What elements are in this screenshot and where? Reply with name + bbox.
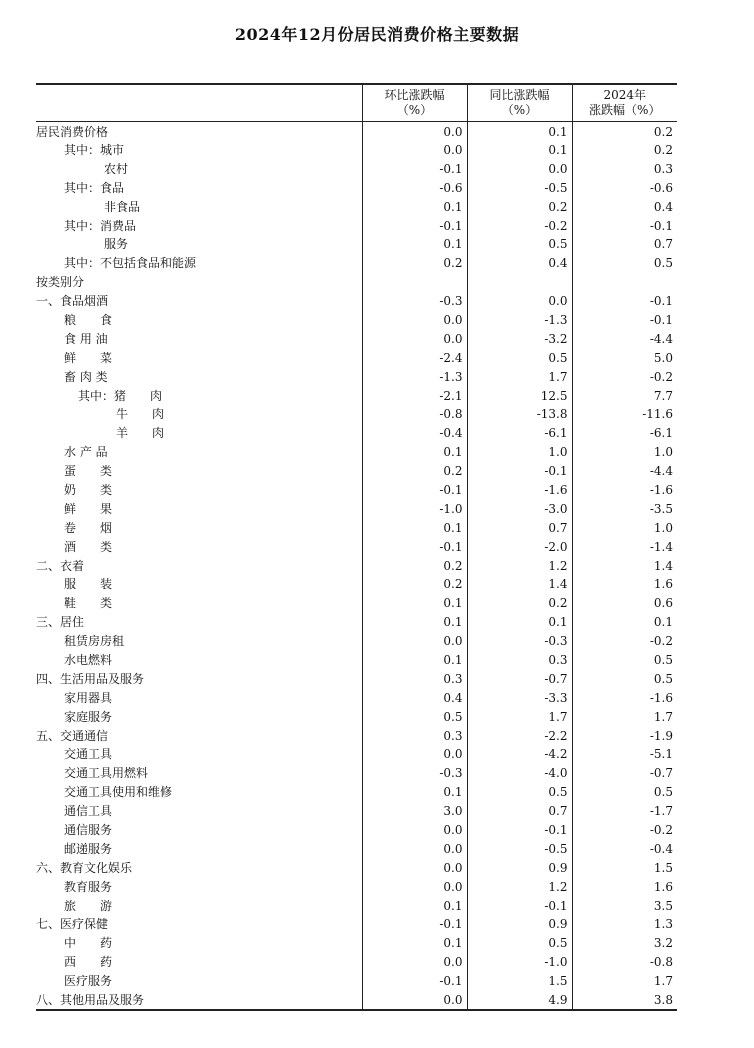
row-annual-value: 1.0 — [572, 443, 677, 462]
row-mom-value: 0.0 — [362, 821, 467, 840]
row-label-cell — [36, 386, 362, 405]
row-yoy-value: 1.0 — [467, 443, 572, 462]
table-row — [36, 216, 677, 235]
row-label: 其中：食品 — [64, 180, 125, 195]
row-mom-value: -0.1 — [362, 216, 467, 235]
row-label: 六、教育文化娱乐 — [36, 860, 133, 875]
row-yoy-value: 0.3 — [467, 651, 572, 670]
row-label: 其中：不包括食品和能源 — [64, 256, 197, 271]
row-yoy-value: 1.4 — [467, 575, 572, 594]
table-body — [36, 121, 677, 1010]
row-label-cell — [36, 178, 362, 197]
row-yoy-value: -1.6 — [467, 481, 572, 500]
row-label-cell — [36, 915, 362, 934]
row-mom-value: 0.0 — [362, 839, 467, 858]
row-yoy-value: -0.2 — [467, 216, 572, 235]
row-label-cell — [36, 556, 362, 575]
row-yoy-value: 4.9 — [467, 991, 572, 1010]
row-mom-value: 0.5 — [362, 707, 467, 726]
row-mom-value: -0.3 — [362, 292, 467, 311]
row-yoy-value: 12.5 — [467, 386, 572, 405]
row-yoy-value: 0.0 — [467, 292, 572, 311]
row-mom-value: 0.0 — [362, 121, 467, 141]
row-yoy-value: 1.2 — [467, 556, 572, 575]
row-annual-value: 3.2 — [572, 934, 677, 953]
row-mom-value: 0.1 — [362, 613, 467, 632]
row-label-cell — [36, 537, 362, 556]
row-label: 交通工具用燃料 — [64, 766, 149, 781]
row-label-cell — [36, 197, 362, 216]
row-yoy-value: 0.5 — [467, 934, 572, 953]
row-label-cell — [36, 632, 362, 651]
row-label-cell — [36, 235, 362, 254]
row-label: 其中：城市 — [64, 142, 125, 157]
row-yoy-value: -1.0 — [467, 953, 572, 972]
row-label-cell — [36, 518, 362, 537]
row-annual-value: 0.2 — [572, 141, 677, 160]
row-yoy-value: 0.9 — [467, 915, 572, 934]
row-label-cell — [36, 216, 362, 235]
row-label: 服 装 — [64, 577, 113, 592]
row-yoy-value: 0.1 — [467, 121, 572, 141]
header-mom — [362, 84, 467, 121]
table-row — [36, 783, 677, 802]
row-mom-value: -1.0 — [362, 499, 467, 518]
row-mom-value: -0.8 — [362, 405, 467, 424]
row-annual-value: 0.1 — [572, 613, 677, 632]
row-yoy-value: 1.7 — [467, 707, 572, 726]
row-annual-value: 0.2 — [572, 121, 677, 141]
row-label-cell — [36, 292, 362, 311]
row-yoy-value: 0.5 — [467, 783, 572, 802]
row-mom-value: 0.2 — [362, 556, 467, 575]
row-annual-value: 0.5 — [572, 651, 677, 670]
table-row — [36, 518, 677, 537]
row-label: 鲜 菜 — [64, 350, 113, 365]
row-label: 三、居住 — [36, 615, 85, 630]
row-label-cell — [36, 877, 362, 896]
row-label-cell — [36, 745, 362, 764]
row-yoy-value: -4.2 — [467, 745, 572, 764]
table-row — [36, 499, 677, 518]
row-mom-value: 0.1 — [362, 651, 467, 670]
row-annual-value: -5.1 — [572, 745, 677, 764]
row-mom-value: 0.0 — [362, 311, 467, 330]
row-label: 粮 食 — [64, 312, 113, 327]
row-yoy-value: -13.8 — [467, 405, 572, 424]
row-label-cell — [36, 329, 362, 348]
row-annual-value: -0.8 — [572, 953, 677, 972]
table-row — [36, 877, 677, 896]
row-annual-value: 1.7 — [572, 707, 677, 726]
row-label-cell — [36, 594, 362, 613]
row-label: 鞋 类 — [64, 596, 113, 611]
row-label: 租赁房房租 — [64, 634, 125, 649]
header-annual-line2: 涨跌幅（%） — [589, 103, 661, 118]
table-row — [36, 443, 677, 462]
table-row — [36, 839, 677, 858]
row-label: 居民消费价格 — [36, 124, 109, 139]
row-mom-value: 0.0 — [362, 745, 467, 764]
table-row — [36, 896, 677, 915]
table-row — [36, 197, 677, 216]
row-label-cell — [36, 141, 362, 160]
row-mom-value: 0.1 — [362, 443, 467, 462]
row-yoy-value: -3.0 — [467, 499, 572, 518]
row-label: 水 产 品 — [64, 445, 108, 460]
row-label-cell — [36, 311, 362, 330]
row-label: 农村 — [104, 161, 129, 176]
cpi-data-table — [36, 83, 677, 1011]
row-label-cell — [36, 726, 362, 745]
row-yoy-value: 0.9 — [467, 858, 572, 877]
row-annual-value: 3.8 — [572, 991, 677, 1010]
row-annual-value: 1.4 — [572, 556, 677, 575]
row-yoy-value: -1.3 — [467, 311, 572, 330]
row-annual-value: -1.7 — [572, 802, 677, 821]
row-label: 交通工具 — [64, 747, 113, 762]
row-label-cell — [36, 953, 362, 972]
row-yoy-value: 0.4 — [467, 254, 572, 273]
table-header-row — [36, 84, 677, 121]
row-annual-value: 1.0 — [572, 518, 677, 537]
header-yoy-line1: 同比涨跌幅 — [489, 88, 550, 103]
row-yoy-value: -3.3 — [467, 688, 572, 707]
row-label-cell — [36, 896, 362, 915]
row-yoy-value: 1.5 — [467, 972, 572, 991]
row-label: 七、医疗保健 — [36, 917, 109, 932]
table-row — [36, 613, 677, 632]
row-label: 邮递服务 — [64, 841, 113, 856]
header-annual-line1: 2024年 — [603, 88, 647, 103]
row-annual-value: -0.1 — [572, 216, 677, 235]
row-label: 水电燃料 — [64, 652, 113, 667]
row-annual-value: -0.1 — [572, 311, 677, 330]
row-label-cell — [36, 499, 362, 518]
row-label: 医疗服务 — [64, 974, 113, 989]
row-label-cell — [36, 367, 362, 386]
row-mom-value: 0.0 — [362, 858, 467, 877]
table-row — [36, 972, 677, 991]
header-mom-line2: （%） — [396, 103, 433, 118]
header-mom-line1: 环比涨跌幅 — [384, 88, 445, 103]
row-yoy-value: -0.1 — [467, 896, 572, 915]
row-label: 鲜 果 — [64, 501, 113, 516]
row-mom-value: -1.3 — [362, 367, 467, 386]
row-label-cell — [36, 348, 362, 367]
row-yoy-value — [467, 273, 572, 292]
row-annual-value: 5.0 — [572, 348, 677, 367]
row-label-cell — [36, 934, 362, 953]
row-yoy-value: 0.2 — [467, 197, 572, 216]
row-label: 教育服务 — [64, 879, 113, 894]
row-label: 蛋 类 — [64, 464, 113, 479]
row-label-cell — [36, 613, 362, 632]
row-annual-value: 1.3 — [572, 915, 677, 934]
page-title: 2024年12月份居民消费价格主要数据 — [234, 25, 520, 44]
table-row — [36, 121, 677, 141]
row-annual-value: -3.5 — [572, 499, 677, 518]
row-yoy-value: 0.7 — [467, 802, 572, 821]
row-mom-value: -0.4 — [362, 424, 467, 443]
row-yoy-value: 0.1 — [467, 141, 572, 160]
row-yoy-value: 0.5 — [467, 348, 572, 367]
row-mom-value: -0.3 — [362, 764, 467, 783]
row-annual-value: 7.7 — [572, 386, 677, 405]
table-row — [36, 802, 677, 821]
row-label: 八、其他用品及服务 — [36, 992, 145, 1007]
row-yoy-value: 0.7 — [467, 518, 572, 537]
row-mom-value: 0.1 — [362, 934, 467, 953]
row-label: 四、生活用品及服务 — [36, 671, 145, 686]
row-yoy-value: -3.2 — [467, 329, 572, 348]
row-label-cell — [36, 802, 362, 821]
table-row — [36, 707, 677, 726]
row-label: 一、食品烟酒 — [36, 294, 109, 309]
row-annual-value: 1.6 — [572, 877, 677, 896]
row-mom-value: 0.1 — [362, 235, 467, 254]
row-mom-value: 0.0 — [362, 329, 467, 348]
table-row — [36, 235, 677, 254]
table-row — [36, 821, 677, 840]
row-yoy-value: 1.2 — [467, 877, 572, 896]
row-label: 羊 肉 — [116, 426, 165, 441]
table-row — [36, 726, 677, 745]
row-mom-value: 0.1 — [362, 896, 467, 915]
row-yoy-value: -0.7 — [467, 669, 572, 688]
row-mom-value: 3.0 — [362, 802, 467, 821]
table-row — [36, 348, 677, 367]
row-mom-value: 0.1 — [362, 518, 467, 537]
row-annual-value: 0.5 — [572, 669, 677, 688]
row-label-cell — [36, 121, 362, 141]
row-annual-value: -1.4 — [572, 537, 677, 556]
table-row — [36, 632, 677, 651]
row-annual-value: 1.7 — [572, 972, 677, 991]
row-mom-value: -2.4 — [362, 348, 467, 367]
row-label: 非食品 — [104, 199, 141, 214]
row-yoy-value: 0.1 — [467, 613, 572, 632]
row-annual-value: 1.6 — [572, 575, 677, 594]
table-row — [36, 651, 677, 670]
row-label: 五、交通通信 — [36, 728, 109, 743]
row-yoy-value: 0.2 — [467, 594, 572, 613]
row-mom-value — [362, 273, 467, 292]
table-row — [36, 934, 677, 953]
row-label-cell — [36, 839, 362, 858]
row-label: 畜 肉 类 — [64, 369, 108, 384]
row-annual-value: 0.3 — [572, 159, 677, 178]
row-annual-value: -1.9 — [572, 726, 677, 745]
row-label-cell — [36, 688, 362, 707]
row-label: 西 药 — [64, 955, 113, 970]
row-label-cell — [36, 764, 362, 783]
row-yoy-value: -0.5 — [467, 839, 572, 858]
table-row — [36, 254, 677, 273]
row-annual-value: 0.6 — [572, 594, 677, 613]
row-label: 家用器具 — [64, 690, 113, 705]
row-yoy-value: -0.5 — [467, 178, 572, 197]
table-row — [36, 159, 677, 178]
row-mom-value: -0.6 — [362, 178, 467, 197]
row-annual-value: -4.4 — [572, 462, 677, 481]
row-label: 二、衣着 — [36, 558, 85, 573]
table-row — [36, 329, 677, 348]
row-yoy-value: -2.0 — [467, 537, 572, 556]
row-label: 家庭服务 — [64, 709, 113, 724]
row-annual-value: -0.2 — [572, 821, 677, 840]
row-mom-value: -0.1 — [362, 481, 467, 500]
row-annual-value: 0.5 — [572, 783, 677, 802]
table-row — [36, 575, 677, 594]
row-annual-value: -0.6 — [572, 178, 677, 197]
row-label: 其中：猪 肉 — [78, 388, 163, 403]
header-yoy-line2: （%） — [501, 103, 538, 118]
table-row — [36, 669, 677, 688]
table-row — [36, 481, 677, 500]
row-yoy-value: -6.1 — [467, 424, 572, 443]
table-row — [36, 141, 677, 160]
row-label-cell — [36, 669, 362, 688]
row-label: 食 用 油 — [64, 331, 108, 346]
table-row — [36, 292, 677, 311]
row-annual-value: -1.6 — [572, 688, 677, 707]
table-row — [36, 424, 677, 443]
row-label-cell — [36, 991, 362, 1010]
row-label-cell — [36, 254, 362, 273]
row-mom-value: 0.1 — [362, 594, 467, 613]
row-annual-value: -0.4 — [572, 839, 677, 858]
row-mom-value: 0.0 — [362, 877, 467, 896]
table-row — [36, 745, 677, 764]
row-mom-value: -0.1 — [362, 159, 467, 178]
header-label-cell — [36, 84, 362, 121]
row-label: 旅 游 — [64, 898, 113, 913]
row-label: 酒 类 — [64, 539, 113, 554]
row-label-cell — [36, 575, 362, 594]
table-row — [36, 991, 677, 1010]
row-label-cell — [36, 462, 362, 481]
row-annual-value: -4.4 — [572, 329, 677, 348]
row-mom-value: -0.1 — [362, 915, 467, 934]
row-mom-value: 0.0 — [362, 953, 467, 972]
table-row — [36, 462, 677, 481]
row-label-cell — [36, 159, 362, 178]
row-annual-value: -0.2 — [572, 632, 677, 651]
row-label-cell — [36, 783, 362, 802]
row-annual-value: 0.4 — [572, 197, 677, 216]
row-mom-value: 0.0 — [362, 141, 467, 160]
row-annual-value: 0.5 — [572, 254, 677, 273]
row-annual-value: 0.7 — [572, 235, 677, 254]
table-row — [36, 405, 677, 424]
row-label: 按类别分 — [36, 275, 85, 290]
row-label-cell — [36, 443, 362, 462]
row-mom-value: 0.1 — [362, 783, 467, 802]
row-annual-value — [572, 273, 677, 292]
row-yoy-value: -0.1 — [467, 462, 572, 481]
row-mom-value: 0.3 — [362, 726, 467, 745]
row-mom-value: 0.2 — [362, 254, 467, 273]
table-row — [36, 178, 677, 197]
row-annual-value: -0.1 — [572, 292, 677, 311]
row-label-cell — [36, 707, 362, 726]
row-label-cell — [36, 972, 362, 991]
row-label-cell — [36, 858, 362, 877]
row-mom-value: 0.0 — [362, 632, 467, 651]
row-annual-value: -0.2 — [572, 367, 677, 386]
row-yoy-value: -4.0 — [467, 764, 572, 783]
row-label: 奶 类 — [64, 482, 113, 497]
table-row — [36, 953, 677, 972]
row-label: 中 药 — [64, 936, 113, 951]
row-annual-value: 3.5 — [572, 896, 677, 915]
table-row — [36, 367, 677, 386]
table-row — [36, 386, 677, 405]
row-annual-value: -6.1 — [572, 424, 677, 443]
table-row — [36, 556, 677, 575]
table-row — [36, 537, 677, 556]
row-mom-value: 0.3 — [362, 669, 467, 688]
row-annual-value: 1.5 — [572, 858, 677, 877]
row-label-cell — [36, 821, 362, 840]
row-yoy-value: -2.2 — [467, 726, 572, 745]
table-row — [36, 688, 677, 707]
row-label-cell — [36, 481, 362, 500]
row-label: 交通工具使用和维修 — [64, 785, 173, 800]
row-label-cell — [36, 405, 362, 424]
row-annual-value: -0.7 — [572, 764, 677, 783]
row-label: 卷 烟 — [64, 520, 113, 535]
table-row — [36, 311, 677, 330]
row-mom-value: -0.1 — [362, 537, 467, 556]
header-annual — [572, 84, 677, 121]
row-mom-value: 0.0 — [362, 991, 467, 1010]
row-label: 其中：消费品 — [64, 218, 137, 233]
row-annual-value: -1.6 — [572, 481, 677, 500]
row-label-cell — [36, 651, 362, 670]
row-label-cell — [36, 424, 362, 443]
row-mom-value: 0.2 — [362, 575, 467, 594]
table-row — [36, 594, 677, 613]
row-label: 通信工具 — [64, 804, 113, 819]
table-row — [36, 764, 677, 783]
row-yoy-value: -0.1 — [467, 821, 572, 840]
header-yoy — [467, 84, 572, 121]
row-mom-value: -0.1 — [362, 972, 467, 991]
row-mom-value: 0.4 — [362, 688, 467, 707]
row-yoy-value: 0.5 — [467, 235, 572, 254]
row-yoy-value: -0.3 — [467, 632, 572, 651]
row-mom-value: -2.1 — [362, 386, 467, 405]
table-row — [36, 273, 677, 292]
row-label: 服务 — [104, 237, 129, 252]
table-row — [36, 915, 677, 934]
row-label: 牛 肉 — [116, 407, 165, 422]
row-label-cell — [36, 273, 362, 292]
row-annual-value: -11.6 — [572, 405, 677, 424]
row-yoy-value: 0.0 — [467, 159, 572, 178]
row-mom-value: 0.1 — [362, 197, 467, 216]
table-row — [36, 858, 677, 877]
row-mom-value: 0.2 — [362, 462, 467, 481]
row-yoy-value: 1.7 — [467, 367, 572, 386]
row-label: 通信服务 — [64, 823, 113, 837]
